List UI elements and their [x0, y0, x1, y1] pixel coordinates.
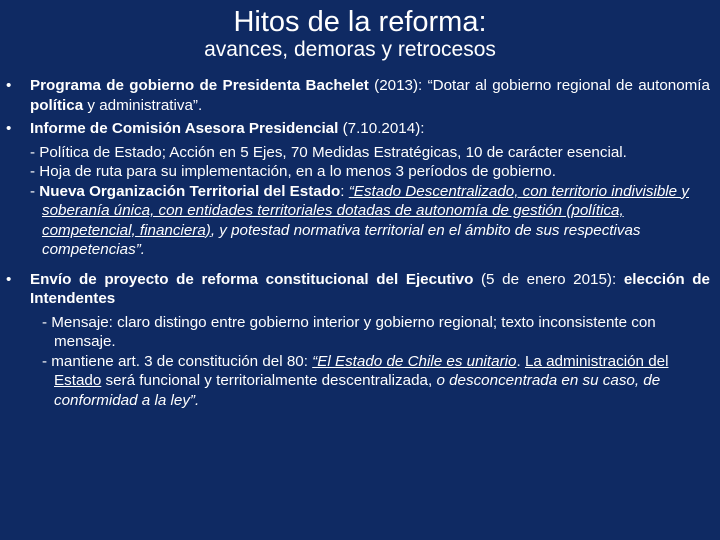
informe-line-3-quote-rest: , y potestad normativa territorial en el ámbito de sus respectivas competencias”. — [42, 221, 641, 258]
spacer — [6, 260, 710, 270]
informe-line-1: - Política de Estado; Acción en 5 Ejes, 70 Medidas Estratégicas, 10 de carácter esencial. — [30, 143, 627, 161]
bullet-envio-bold-2: elección de Intendentes — [30, 270, 710, 307]
informe-line-3-prefix: - — [30, 182, 40, 200]
envio-line-2-prefix: - mantiene art. 3 de constitución del 80: — [42, 352, 313, 370]
bullet-envio — [6, 270, 710, 309]
bullet-programa-text: (2013): “Dotar al gobierno regional de autonomía — [368, 77, 710, 94]
envio-line-2-quote: “El Estado de Chile es unitario — [312, 352, 517, 370]
bullet-programa-text-2: y administrativa”. — [83, 96, 203, 114]
envio-line-2-dot: . — [516, 352, 521, 370]
informe-line-3-colon: : — [340, 182, 349, 200]
bullet-envio-text: (5 de enero 2015): — [473, 270, 624, 288]
envio-line-2-underlined: La administración del Estado — [54, 352, 669, 389]
bullet-icon: • — [6, 270, 12, 288]
bullet-informe-bold: Informe de Comisión Asesora Presidencial — [30, 120, 339, 137]
informe-line-2: - Hoja de ruta para su implementación, en a lo menos 3 períodos de gobierno. — [30, 163, 556, 180]
envio-line-2 — [20, 352, 710, 411]
envio-line-1: - Mensaje: claro distingo entre gobierno interior y gobierno regional; texto inconsistente con mensaje. — [42, 313, 656, 350]
bullet-programa — [6, 76, 710, 115]
bullet-programa-bold-2: política — [30, 96, 84, 114]
bullet-icon: • — [6, 120, 12, 137]
slide-subtitle: avances, demoras y retrocesos — [204, 38, 496, 61]
informe-line-3-quote: “Estado Descentralizado, con territorio indivisible y soberanía única, con entidades territoriales dotadas de autonomía de gestión (política, competencial, financiera) — [42, 182, 689, 239]
bullet-icon: • — [6, 77, 12, 94]
informe-line-3 — [20, 182, 710, 260]
slide-body — [6, 76, 710, 410]
bullet-informe — [6, 119, 710, 139]
bullet-programa-bold: Programa de gobierno de Presidenta Bachelet — [30, 77, 369, 94]
envio-line-2-italic: o desconcentrada en su caso, de conformidad a la ley”. — [54, 372, 661, 409]
informe-line-3-bold: Nueva Organización Territorial del Estado — [39, 182, 341, 200]
bullet-envio-bold: Envío de proyecto de reforma constitucional del Ejecutivo — [30, 270, 474, 288]
envio-line-2-text: será funcional y territorialmente descentralizada, — [101, 372, 437, 389]
slide-title: Hitos de la reforma: — [233, 6, 487, 38]
bullet-informe-text: (7.10.2014): — [338, 120, 425, 137]
